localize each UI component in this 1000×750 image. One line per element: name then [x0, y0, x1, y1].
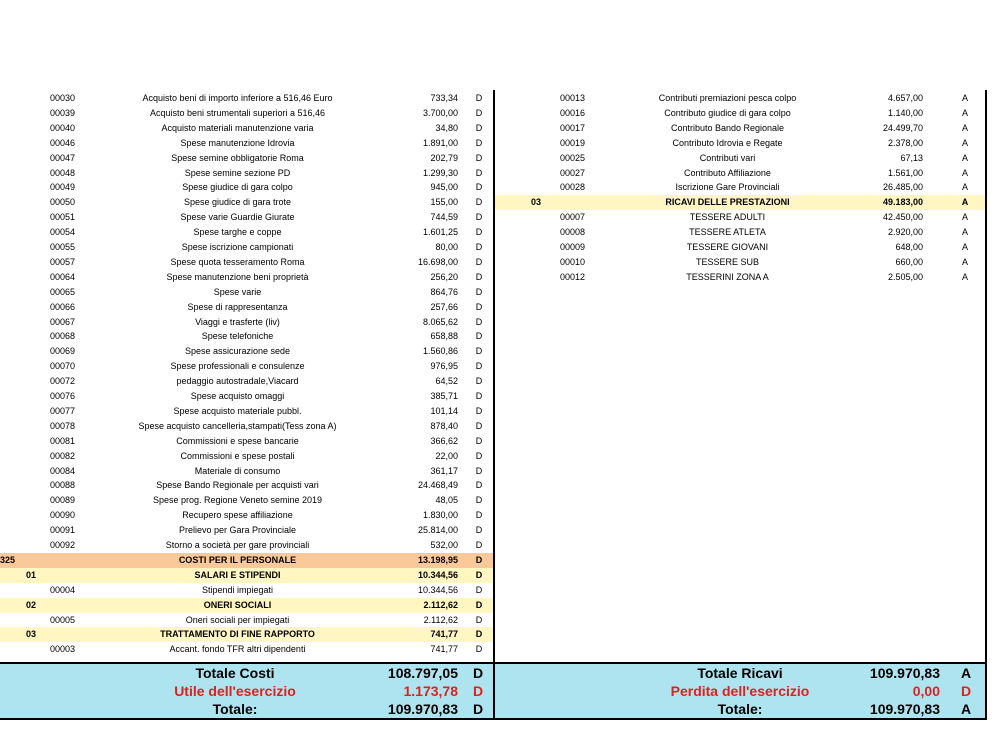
amount: 42.450,00 — [882, 212, 923, 223]
sign: D — [475, 614, 483, 625]
table-row — [0, 493, 493, 508]
account-code: 00049 — [50, 182, 76, 193]
account-code: 00092 — [50, 540, 76, 550]
account-description: Contributo Bando Regionale — [670, 122, 785, 133]
account-description: Spese semine sezione PD — [184, 167, 291, 178]
account-description: Spese targhe e coppe — [193, 227, 282, 238]
sign: A — [961, 271, 968, 282]
account-description: Spese telefoniche — [201, 331, 274, 342]
sign: A — [961, 227, 968, 238]
account-code: 00030 — [50, 93, 76, 103]
amount: 2.112,62 — [423, 599, 458, 610]
sign: D — [475, 93, 483, 103]
total-row — [495, 700, 985, 719]
table-row — [0, 121, 493, 136]
sign: A — [961, 137, 968, 148]
sign: D — [475, 182, 483, 193]
account-description: Accant. fondo TFR altri dipendenti — [169, 644, 306, 655]
account-description: Contributi vari — [699, 152, 756, 163]
amount: 202,79 — [430, 152, 458, 163]
amount: 366,62 — [430, 435, 458, 446]
amount: 1.140,00 — [887, 107, 923, 118]
account-description: TESSERINI ZONA A — [686, 271, 769, 282]
account-description: Spese manutenzione beni proprietà — [166, 271, 309, 282]
account-description: Viaggi e trasferte (liv) — [195, 316, 280, 327]
group-row — [0, 598, 493, 613]
amount: 256,20 — [430, 271, 458, 282]
account-code: 00007 — [560, 212, 586, 223]
amount: 1.561,00 — [887, 167, 923, 178]
amount: 24.499,70 — [882, 122, 923, 133]
total-sign: D — [960, 683, 972, 699]
group-row — [495, 195, 985, 210]
account-code: 00027 — [560, 167, 586, 178]
total-label: Totale Ricavi — [697, 665, 783, 681]
sign: D — [475, 227, 483, 238]
account-description: Spese prog. Regione Veneto semine 2019 — [152, 495, 323, 506]
group-code: 02 — [26, 599, 37, 610]
sign: D — [475, 554, 483, 565]
amount: 2.112,62 — [423, 614, 458, 625]
table-row — [495, 210, 985, 225]
table-row — [495, 91, 985, 106]
sign: D — [475, 152, 483, 163]
table-row — [0, 106, 493, 121]
total-label: Totale: — [212, 701, 258, 717]
account-code: 00069 — [50, 346, 76, 357]
column-divider — [493, 90, 495, 720]
amount: 1.560,86 — [422, 346, 458, 357]
account-code: 00050 — [50, 197, 76, 208]
amount: 864,76 — [430, 286, 458, 297]
account-description: ONERI SOCIALI — [203, 599, 272, 610]
amount: 1.299,30 — [422, 167, 458, 178]
table-row — [0, 374, 493, 389]
table-row — [495, 166, 985, 181]
account-code: 00054 — [50, 227, 76, 238]
table-row — [0, 136, 493, 151]
table-row — [495, 225, 985, 240]
account-code: 00010 — [560, 256, 586, 267]
table-row — [0, 538, 493, 553]
table-row — [0, 240, 493, 255]
sign: D — [475, 435, 483, 446]
account-description: Commissioni e spese postali — [180, 450, 295, 461]
sign: A — [961, 182, 968, 193]
account-code: 00091 — [50, 525, 76, 536]
total-label: Totale: — [717, 701, 763, 717]
sign: D — [475, 361, 483, 372]
total-amount: 109.970,83 — [869, 665, 940, 681]
amount: 26.485,00 — [882, 182, 923, 193]
amount: 2.505,00 — [887, 271, 923, 282]
amount: 4.657,00 — [887, 93, 923, 103]
table-row — [0, 613, 493, 628]
account-code: 00064 — [50, 271, 76, 282]
account-description: Iscrizione Gare Provinciali — [675, 182, 780, 193]
account-description: Spese quota tesseramento Roma — [170, 256, 305, 267]
totals-panel — [0, 662, 987, 720]
account-code: 00003 — [50, 644, 76, 655]
account-description: Spese acquisto materiale pubbl. — [173, 405, 302, 416]
amount: 733,34 — [430, 93, 458, 103]
table-row — [0, 434, 493, 449]
table-row — [0, 315, 493, 330]
account-code: 00066 — [50, 301, 76, 312]
table-row — [0, 508, 493, 523]
account-description: Spese assicurazione sede — [184, 346, 291, 357]
account-code: 00019 — [560, 137, 586, 148]
table-row — [495, 240, 985, 255]
amount: 3.700,00 — [422, 107, 458, 118]
account-code: 00017 — [560, 122, 586, 133]
account-description: Spese semine obbligatorie Roma — [171, 152, 304, 163]
amount: 744,59 — [430, 212, 458, 223]
account-description: TESSERE GIOVANI — [686, 242, 769, 252]
table-row — [495, 270, 985, 285]
sign: D — [475, 242, 483, 252]
table-row — [0, 344, 493, 359]
account-code: 00009 — [560, 242, 586, 252]
table-row — [0, 464, 493, 479]
total-row — [495, 682, 985, 701]
table-row — [0, 583, 493, 598]
total-label: Totale Costi — [195, 665, 275, 681]
account-code: 00005 — [50, 614, 76, 625]
table-row — [495, 180, 985, 195]
sign: A — [961, 122, 968, 133]
account-code: 00013 — [560, 93, 586, 103]
total-sign: D — [472, 683, 484, 699]
table-row — [495, 151, 985, 166]
account-description: Storno a società per gare provinciali — [165, 540, 310, 550]
account-description: TESSERE SUB — [695, 256, 760, 267]
sign: D — [475, 540, 483, 550]
table-row — [0, 91, 493, 106]
sign: D — [475, 391, 483, 401]
table-row — [495, 136, 985, 151]
account-description: Spese iscrizione campionati — [181, 242, 294, 252]
account-description: TRATTAMENTO DI FINE RAPPORTO — [160, 629, 315, 640]
sign: D — [475, 405, 483, 416]
total-sign: D — [472, 701, 484, 717]
total-row — [0, 682, 493, 701]
account-code: 00065 — [50, 286, 76, 297]
account-code: 00070 — [50, 361, 76, 372]
total-amount: 109.970,83 — [869, 701, 940, 717]
account-code: 00068 — [50, 331, 76, 342]
table-row — [0, 225, 493, 240]
sign: D — [475, 480, 483, 491]
group-row — [0, 627, 493, 642]
account-code: 00004 — [50, 584, 76, 595]
sign: A — [961, 256, 968, 267]
amount: 64,52 — [435, 376, 458, 387]
sign: D — [475, 465, 483, 476]
sign: D — [475, 450, 483, 461]
total-row — [0, 664, 493, 683]
account-description: Contributo giudice di gara colpo — [664, 107, 791, 118]
account-description: Spese professionali e consulenze — [170, 361, 305, 372]
account-description: Contributo Idrovia e Regate — [672, 137, 783, 148]
amount: 10.344,56 — [417, 569, 458, 580]
account-code: 00025 — [560, 152, 586, 163]
account-description: Contributo Affiliazione — [684, 167, 771, 178]
total-amount: 109.970,83 — [387, 701, 458, 717]
amount: 49.183,00 — [882, 197, 923, 208]
table-row — [0, 285, 493, 300]
account-code: 00016 — [560, 107, 586, 118]
amount: 945,00 — [430, 182, 458, 193]
amount: 660,00 — [895, 256, 923, 267]
account-code: 00067 — [50, 316, 76, 327]
total-row — [0, 700, 493, 719]
account-code: 00090 — [50, 510, 76, 521]
table-row — [495, 121, 985, 136]
sign: D — [475, 167, 483, 178]
sign: D — [475, 599, 483, 610]
table-row — [0, 300, 493, 315]
amount: 1.601,25 — [422, 227, 458, 238]
table-row — [0, 419, 493, 434]
account-description: Acquisto beni strumentali superiori a 516,46 — [149, 107, 326, 118]
amount: 741,77 — [430, 644, 458, 655]
total-amount: 108.797,05 — [387, 665, 458, 681]
sign: A — [961, 167, 968, 178]
amount: 648,00 — [895, 242, 923, 252]
account-code: 00084 — [50, 465, 76, 476]
sign: D — [475, 271, 483, 282]
account-code: 00028 — [560, 182, 586, 193]
account-code: 00008 — [560, 227, 586, 238]
account-description: Materiale di consumo — [194, 465, 281, 476]
amount: 658,88 — [430, 331, 458, 342]
sign: D — [475, 122, 483, 133]
sign: D — [475, 376, 483, 387]
account-description: Acquisto materiali manutenzione varia — [161, 122, 314, 133]
account-code: 00088 — [50, 480, 76, 491]
sign: A — [961, 93, 968, 103]
table-row — [495, 255, 985, 270]
amount: 16.698,00 — [417, 256, 458, 267]
account-description: Spese Bando Regionale per acquisti vari — [156, 480, 319, 491]
table-row — [0, 151, 493, 166]
account-code: 00082 — [50, 450, 76, 461]
account-code: 00012 — [560, 271, 586, 282]
amount: 25.814,00 — [417, 525, 458, 536]
total-label: Perdita dell'esercizio — [670, 683, 810, 699]
amount: 48,05 — [435, 495, 458, 506]
account-description: Spese varie Guardie Giurate — [180, 212, 295, 223]
sign: D — [475, 629, 483, 640]
sign: D — [475, 331, 483, 342]
amount: 2.378,00 — [887, 137, 923, 148]
table-row — [0, 329, 493, 344]
sign: D — [475, 495, 483, 506]
amount: 80,00 — [435, 242, 458, 252]
account-code: 00077 — [50, 405, 76, 416]
account-description: Spese manutenzione Idrovia — [180, 137, 295, 148]
account-code: 00081 — [50, 435, 76, 446]
group-row — [0, 568, 493, 583]
sign: D — [475, 510, 483, 521]
total-sign: A — [960, 665, 972, 681]
account-description: COSTI PER IL PERSONALE — [178, 554, 297, 565]
account-description: SALARI E STIPENDI — [194, 569, 281, 580]
sign: A — [961, 242, 968, 252]
sign: D — [475, 137, 483, 148]
table-row — [0, 195, 493, 210]
account-code: 00046 — [50, 137, 76, 148]
account-description: pedaggio autostradale,Viacard — [176, 376, 299, 387]
amount: 10.344,56 — [417, 584, 458, 595]
sign: A — [961, 152, 968, 163]
account-code: 00072 — [50, 376, 76, 387]
sign: D — [475, 584, 483, 595]
account-description: Spese di rappresentanza — [187, 301, 288, 312]
sign: A — [961, 212, 968, 223]
amount: 67,13 — [900, 152, 923, 163]
table-row — [0, 389, 493, 404]
account-description: Acquisto beni di importo inferiore a 516,46 Euro — [142, 93, 333, 103]
account-code: 00057 — [50, 256, 76, 267]
table-row — [0, 166, 493, 181]
group-code: 03 — [26, 629, 37, 640]
sign: D — [475, 301, 483, 312]
sign: D — [475, 212, 483, 223]
table-row — [0, 180, 493, 195]
amount: 385,71 — [430, 391, 458, 401]
account-code: 00076 — [50, 391, 76, 401]
account-description: Spese acquisto cancelleria,stampati(Tess zona A) — [138, 420, 337, 431]
amount: 1.830,00 — [422, 510, 458, 521]
amount: 878,40 — [430, 420, 458, 431]
amount: 22,00 — [435, 450, 458, 461]
sign: A — [961, 197, 969, 208]
sign: D — [475, 346, 483, 357]
total-sign: A — [960, 701, 972, 717]
amount: 24.468,49 — [417, 480, 458, 491]
sign: D — [475, 525, 483, 536]
amount: 1.891,00 — [422, 137, 458, 148]
group-row — [0, 553, 493, 568]
amount: 155,00 — [430, 197, 458, 208]
group-code: 01 — [26, 569, 37, 580]
sign: D — [475, 420, 483, 431]
account-code: 00078 — [50, 420, 76, 431]
sign: D — [475, 316, 483, 327]
amount: 8.065,62 — [422, 316, 458, 327]
account-code: 00039 — [50, 107, 76, 118]
amount: 976,95 — [430, 361, 458, 372]
account-code: 00048 — [50, 167, 76, 178]
sign: D — [475, 107, 483, 118]
table-row — [0, 210, 493, 225]
total-label: Utile dell'esercizio — [174, 683, 296, 699]
account-description: TESSERE ADULTI — [689, 212, 766, 223]
amount: 741,77 — [430, 629, 458, 640]
account-description: Stipendi impiegati — [201, 584, 274, 595]
table-row — [0, 642, 493, 657]
account-code: 00089 — [50, 495, 76, 506]
account-code: 00051 — [50, 212, 76, 223]
table-row — [0, 449, 493, 464]
sign: D — [475, 644, 483, 655]
account-description: Contributi premiazioni pesca colpo — [658, 93, 797, 103]
table-row — [0, 523, 493, 538]
table-row — [0, 270, 493, 285]
account-description: Spese varie — [213, 286, 262, 297]
account-description: Spese giudice di gara colpo — [182, 182, 293, 193]
right-border — [985, 90, 987, 720]
amount: 34,80 — [435, 122, 458, 133]
account-code: 00047 — [50, 152, 76, 163]
table-row — [495, 106, 985, 121]
sign: A — [961, 107, 968, 118]
amount: 361,17 — [430, 465, 458, 476]
amount: 257,66 — [430, 301, 458, 312]
amount: 101,14 — [430, 405, 458, 416]
sign: D — [475, 569, 483, 580]
total-amount: 0,00 — [912, 683, 940, 699]
total-row — [495, 664, 985, 683]
account-description: Spese giudice di gara trote — [183, 197, 292, 208]
account-description: Recupero spese affiliazione — [182, 510, 293, 521]
account-description: Commissioni e spese bancarie — [176, 435, 299, 446]
sign: D — [475, 197, 483, 208]
account-description: Spese acquisto omaggi — [190, 391, 285, 401]
total-sign: D — [472, 665, 484, 681]
group-code: 325 — [0, 554, 16, 565]
account-code: 00040 — [50, 122, 76, 133]
sign: D — [475, 286, 483, 297]
account-description: Prelievo per Gara Provinciale — [178, 525, 297, 536]
account-description: Oneri sociali per impiegati — [185, 614, 290, 625]
account-description: RICAVI DELLE PRESTAZIONI — [665, 197, 790, 208]
amount: 2.920,00 — [887, 227, 923, 238]
table-row — [0, 478, 493, 493]
amount: 13.198,95 — [417, 554, 458, 565]
account-code: 00055 — [50, 242, 76, 252]
sign: D — [475, 256, 483, 267]
table-row — [0, 359, 493, 374]
total-amount: 1.173,78 — [403, 683, 458, 699]
account-description: TESSERE ATLETA — [689, 227, 766, 238]
amount: 532,00 — [430, 540, 458, 550]
group-code: 03 — [531, 197, 542, 208]
table-row — [0, 255, 493, 270]
table-row — [0, 404, 493, 419]
